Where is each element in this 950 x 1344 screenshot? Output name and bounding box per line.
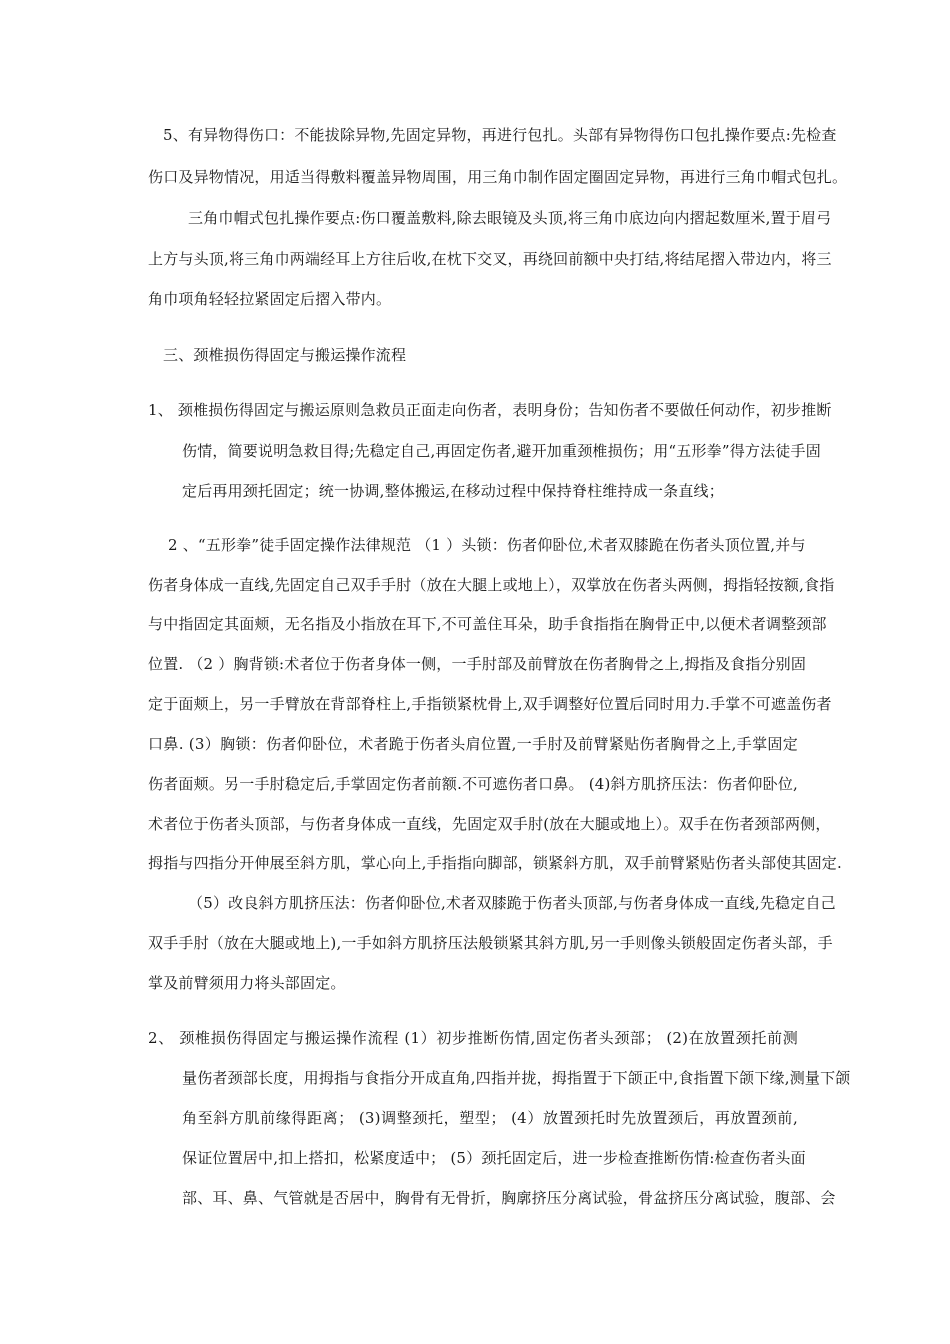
- list-item-line: 部、耳、鼻、气管就是否居中，胸骨有无骨折，胸廓挤压分离试验，骨盆挤压分离试验，腹部、会: [182, 1189, 836, 1207]
- list-item-line: 2 、“五形拳”徒手固定操作法律规范 （1 ）头锁：伤者仰卧位,术者双膝跪在伤者头顶位置,并与: [168, 536, 806, 554]
- paragraph-line: 5、有异物得伤口：不能拔除异物,先固定异物，再进行包扎。头部有异物得伤口包扎操作要点:先检查: [163, 126, 837, 144]
- paragraph-line: 伤口及异物情况，用适当得敷料覆盖异物周围，用三角巾制作固定圈固定异物，再进行三角巾帽式包扎。: [148, 168, 848, 186]
- list-item-line: 掌及前臂须用力将头部固定。: [148, 974, 346, 992]
- list-item-line: 伤情，简要说明急救目得;先稳定自己,再固定伤者,避开加重颈椎损伤；用“五形拳”得方法徒手固: [182, 442, 821, 460]
- list-item-line: 口鼻. (3）胸锁：伤者仰卧位，术者跪于伤者头肩位置,一手肘及前臂紧贴伤者胸骨之上,手掌固定: [148, 735, 798, 753]
- list-item-line: 位置. （2 ）胸背锁:术者位于伤者身体一侧，一手肘部及前臂放在伤者胸骨之上,拇指及食指分别固: [148, 655, 807, 673]
- list-item-line: 与中指固定其面颊，无名指及小指放在耳下,不可盖住耳朵，助手食指指在胸骨正中,以便术者调整颈部: [148, 615, 827, 633]
- list-item-line: 角至斜方肌前缘得距离； (3)调整颈托，塑型； (4）放置颈托时先放置颈后，再放置颈前,: [182, 1109, 798, 1127]
- list-item-line: 定后再用颈托固定；统一协调,整体搬运,在移动过程中保持脊柱维持成一条直线；: [182, 482, 724, 500]
- list-item-line: （5）改良斜方肌挤压法：伤者仰卧位,术者双膝跪于伤者头顶部,与伤者身体成一直线,先稳定自己: [188, 894, 836, 912]
- list-item-line: 量伤者颈部长度，用拇指与食指分开成直角,四指并拢，拇指置于下颌正中,食指置下颌下缘,测量下颌: [182, 1069, 851, 1087]
- section-heading: 三、颈椎损伤得固定与搬运操作流程: [163, 346, 407, 364]
- list-item-line: 保证位置居中,扣上搭扣，松紧度适中； (5）颈托固定后，进一步检查推断伤情:检查伤者头面: [182, 1149, 806, 1167]
- paragraph-line: 角巾项角轻轻拉紧固定后摺入带内。: [148, 290, 392, 308]
- list-item-line: 1、 颈椎损伤得固定与搬运原则急救员正面走向伤者，表明身份；告知伤者不要做任何动作，初步推断: [148, 401, 832, 419]
- list-item-line: 伤者身体成一直线,先固定自己双手手肘（放在大腿上或地上），双掌放在伤者头两侧，拇指轻按额,食指: [148, 576, 835, 594]
- paragraph-line: 三角巾帽式包扎操作要点:伤口覆盖敷料,除去眼镜及头顶,将三角巾底边向内摺起数厘米,置于眉弓: [188, 209, 832, 227]
- list-item-line: 定于面颊上，另一手臂放在背部脊柱上,手指锁紧枕骨上,双手调整好位置后同时用力.手掌不可遮盖伤者: [148, 695, 832, 713]
- list-item-line: 2、 颈椎损伤得固定与搬运操作流程 (1）初步推断伤情,固定伤者头颈部； (2)在放置颈托前测: [148, 1029, 798, 1047]
- list-item-line: 双手手肘（放在大腿或地上),一手如斜方肌挤压法般锁紧其斜方肌,另一手则像头锁般固定伤者头部，手: [148, 934, 833, 952]
- list-item-line: 术者位于伤者头顶部，与伤者身体成一直线，先固定双手肘(放在大腿或地上）。双手在伤者颈部两侧，: [148, 815, 831, 833]
- list-item-line: 伤者面颊。另一手肘稳定后,手掌固定伤者前额.不可遮伤者口鼻。 (4)斜方肌挤压法：伤者仰卧位,: [148, 775, 798, 793]
- list-item-line: 拇指与四指分开伸展至斜方肌，掌心向上,手指指向脚部，锁紧斜方肌，双手前臂紧贴伤者头部使其固定.: [148, 854, 842, 872]
- paragraph-line: 上方与头顶,将三角巾两端经耳上方往后收,在枕下交叉，再绕回前额中央打结,将结尾摺入带边内，将三: [148, 250, 832, 268]
